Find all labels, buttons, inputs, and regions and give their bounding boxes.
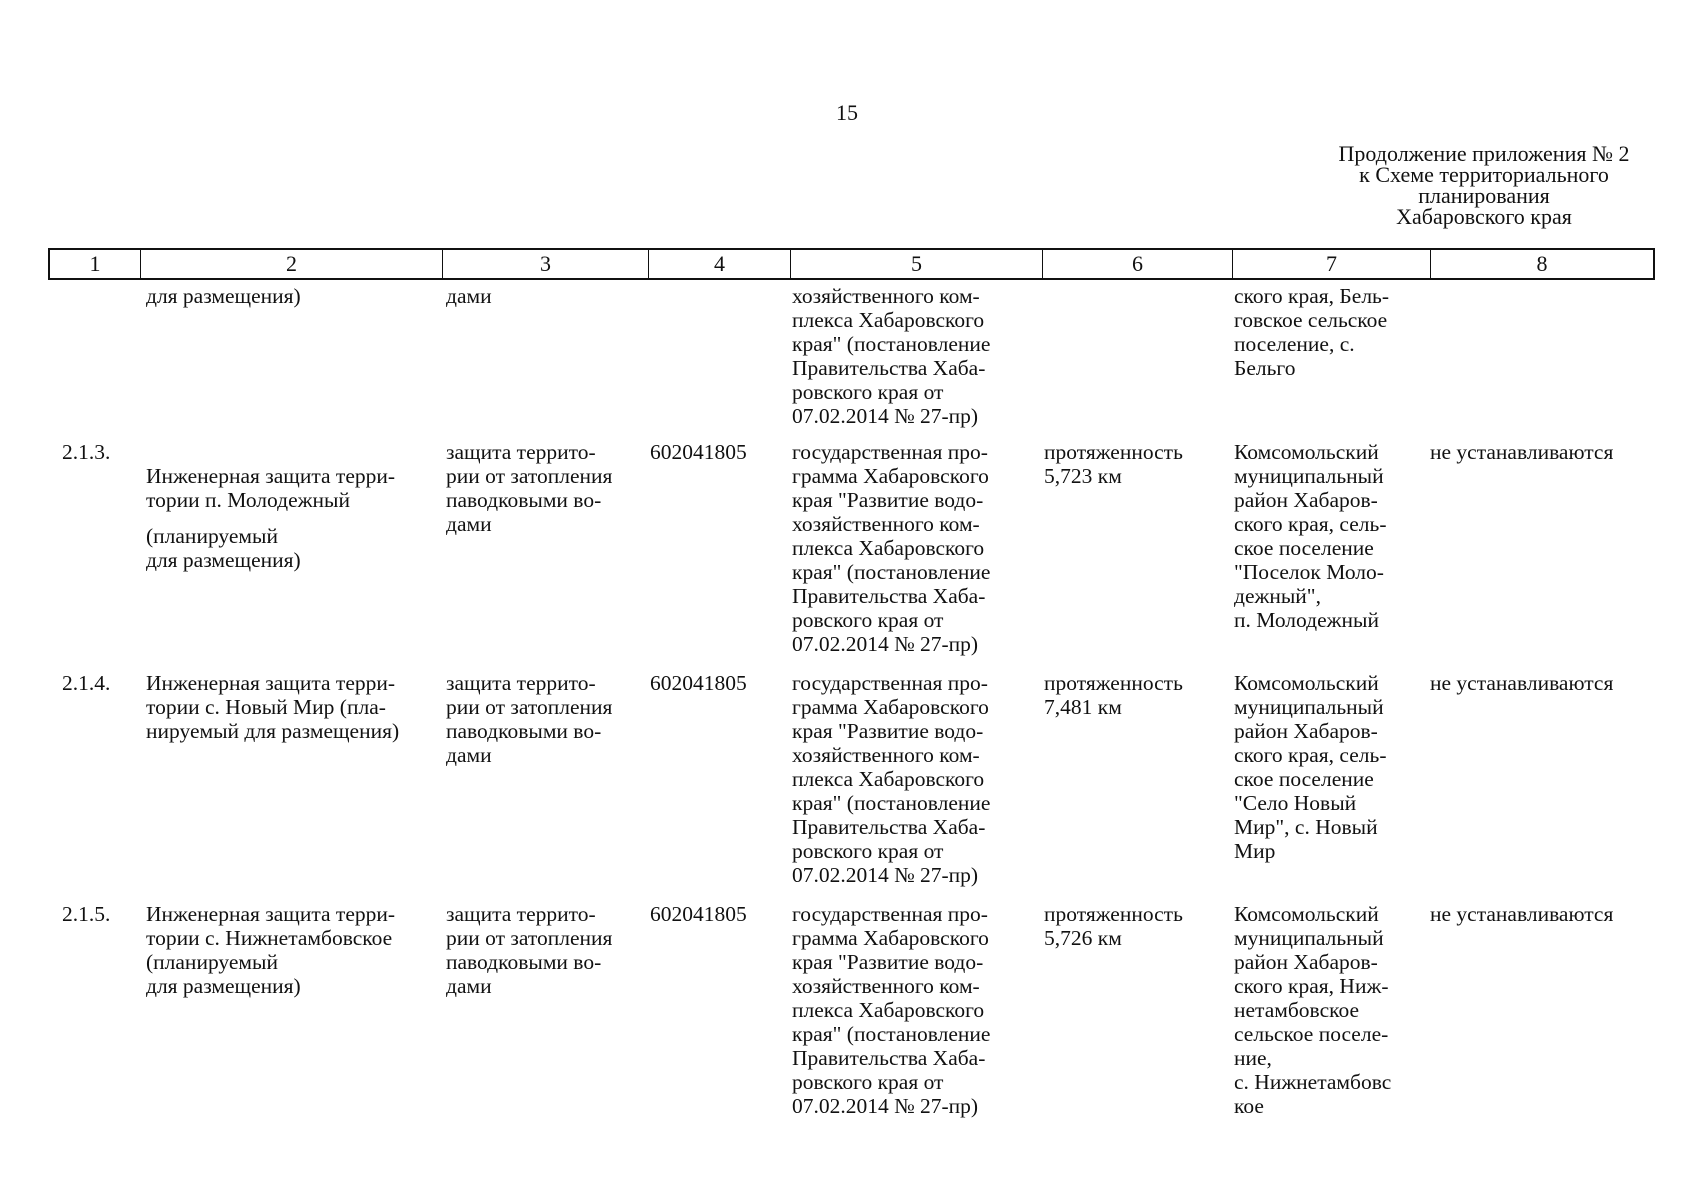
cell-number: 2.1.5. — [62, 902, 111, 926]
cell-basis: государственная про- грамма Хабаровского края "Развитие водо- хозяйственного ком- плекса Хабаровского края" (постановление Правительства Хаба- ровского края от 07.02.2014 № 27-пр) — [792, 440, 991, 656]
cell-purpose: дами — [446, 284, 492, 308]
appendix-note-line: Хабаровского края — [1396, 204, 1572, 229]
column-number-3: 3 — [442, 250, 648, 278]
cell-object-name: для размещения) — [146, 284, 301, 308]
cell-basis: хозяйственного ком- плекса Хабаровского края" (постановление Правительства Хаба- ровского края от 07.02.2014 № 27-пр) — [792, 284, 991, 428]
cell-code: 602041805 — [650, 440, 747, 464]
cell-zones: не устанавливаются — [1430, 440, 1614, 464]
column-number-2: 2 — [140, 250, 442, 278]
cell-object-name: Инженерная защита терри- тории с. Новый Мир (пла- нируемый для размещения) — [146, 671, 400, 743]
cell-purpose: защита террито- рии от затопления паводковыми во- дами — [446, 440, 613, 536]
table-column-numbers — [48, 248, 1655, 280]
column-number-4: 4 — [648, 250, 790, 278]
cell-characteristics: протяженность 5,726 км — [1044, 902, 1183, 950]
cell-zones: не устанавливаются — [1430, 902, 1614, 926]
column-number-7: 7 — [1232, 250, 1430, 278]
cell-basis: государственная про- грамма Хабаровского края "Развитие водо- хозяйственного ком- плекса Хабаровского края" (постановление Правительства Хаба- ровского края от 07.02.2014 № 27-пр) — [792, 671, 991, 887]
cell-characteristics: протяженность 7,481 км — [1044, 671, 1183, 719]
appendix-note-line: к Схеме территориального — [1359, 162, 1609, 187]
cell-location: Комсомольский муниципальный район Хабаров- ского края, сель- ское поселение "Поселок Моло- дежный", п. Молодежный — [1234, 440, 1387, 632]
column-number-1: 1 — [89, 251, 101, 276]
cell-number: 2.1.3. — [62, 440, 111, 464]
cell-number: 2.1.4. — [62, 671, 111, 695]
cell-purpose: защита террито- рии от затопления паводковыми во- дами — [446, 671, 613, 767]
cell-object-name — [146, 440, 436, 572]
object-name-text: Инженерная защита терри- тории п. Молодежный — [146, 464, 396, 512]
cell-characteristics: протяженность 5,723 км — [1044, 440, 1183, 488]
cell-location: ского края, Бель- говское сельское поселение, с. Бельго — [1234, 284, 1390, 380]
cell-code: 602041805 — [650, 671, 747, 695]
appendix-note-line: Продолжение приложения № 2 — [1338, 141, 1630, 166]
cell-location: Комсомольский муниципальный район Хабаров- ского края, сель- ское поселение "Село Новый Мир", с. Новый Мир — [1234, 671, 1387, 863]
cell-basis: государственная про- грамма Хабаровского края "Развитие водо- хозяйственного ком- плекса Хабаровского края" (постановление Правительства Хаба- ровского края от 07.02.2014 № 27-пр) — [792, 902, 991, 1118]
cell-object-name: Инженерная защита терри- тории с. Нижнетамбовское (планируемый для размещения) — [146, 902, 396, 998]
object-name-note: (планируемый для размещения) — [146, 524, 301, 572]
appendix-note-line: планирования — [1418, 183, 1550, 208]
cell-location: Комсомольский муниципальный район Хабаров- ского края, Ниж- нетамбовское сельское поселе- ние, с. Нижнетамбовс кое — [1234, 902, 1392, 1118]
column-number-8: 8 — [1430, 250, 1653, 278]
appendix-continuation-note — [1310, 143, 1658, 227]
column-number-5: 5 — [790, 250, 1042, 278]
cell-zones: не устанавливаются — [1430, 671, 1614, 695]
page-number: 15 — [836, 100, 858, 125]
cell-code: 602041805 — [650, 902, 747, 926]
cell-purpose: защита террито- рии от затопления паводковыми во- дами — [446, 902, 613, 998]
column-number-6: 6 — [1042, 250, 1232, 278]
